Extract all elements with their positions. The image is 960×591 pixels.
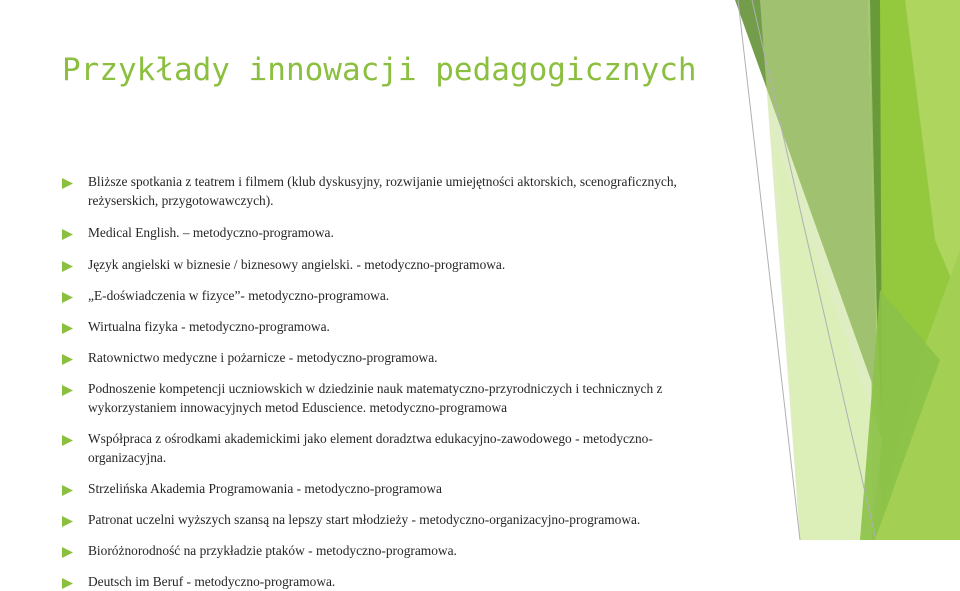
triangle-right-icon bbox=[62, 435, 73, 446]
bullet-list bbox=[62, 172, 722, 591]
triangle-right-icon bbox=[62, 354, 73, 365]
list-item bbox=[62, 348, 722, 367]
list-item-text: Bioróżnorodność na przykładzie ptaków - metodyczno-programowa. bbox=[88, 543, 457, 558]
triangle-right-icon bbox=[62, 485, 73, 496]
triangle-right-icon bbox=[62, 578, 73, 589]
triangle-right-icon bbox=[62, 516, 73, 527]
list-item-text: Ratownictwo medyczne i pożarnicze - metodyczno-programowa. bbox=[88, 350, 438, 365]
list-item-text: Podnoszenie kompetencji uczniowskich w dziedzinie nauk matematyczno-przyrodniczych i technicznych z wykorzystaniem innowacyjnych metod Eduscience. metodyczno-programowa bbox=[88, 381, 663, 415]
list-item bbox=[62, 541, 722, 560]
list-item bbox=[62, 479, 722, 498]
list-item bbox=[62, 510, 722, 529]
slide-title: Przykłady innowacji pedagogicznych bbox=[62, 52, 697, 88]
list-item bbox=[62, 223, 722, 242]
list-item bbox=[62, 172, 722, 210]
list-item-text: „E-doświadczenia w fizyce”- metodyczno-programowa. bbox=[88, 288, 390, 303]
list-item-text: Współpraca z ośrodkami akademickimi jako element doradztwa edukacyjno-zawodowego - metodyczno-organizacyjna. bbox=[88, 431, 653, 465]
list-item-text: Wirtualna fizyka - metodyczno-programowa. bbox=[88, 319, 330, 334]
list-item-text: Strzelińska Akademia Programowania - metodyczno-programowa bbox=[88, 481, 442, 496]
list-item-text: Bliższe spotkania z teatrem i filmem (klub dyskusyjny, rozwijanie umiejętności aktorskich, scenograficznych, reżyserskich, przygotowawczych). bbox=[88, 174, 677, 208]
triangle-right-icon bbox=[62, 292, 73, 303]
list-item-text: Język angielski w biznesie / biznesowy angielski. - metodyczno-programowa. bbox=[88, 257, 506, 272]
triangle-right-icon bbox=[62, 547, 73, 558]
triangle-right-icon bbox=[62, 323, 73, 334]
list-item-text: Deutsch im Beruf - metodyczno-programowa. bbox=[88, 574, 336, 589]
triangle-right-icon bbox=[62, 385, 73, 396]
list-item bbox=[62, 379, 722, 417]
list-item bbox=[62, 317, 722, 336]
list-item-text: Medical English. – metodyczno-programowa. bbox=[88, 225, 334, 240]
triangle-right-icon bbox=[62, 261, 73, 272]
list-item bbox=[62, 572, 722, 591]
triangle-right-icon bbox=[62, 178, 73, 189]
list-item bbox=[62, 255, 722, 274]
triangle-right-icon bbox=[62, 229, 73, 240]
list-item-text: Patronat uczelni wyższych szansą na lepszy start młodzieży - metodyczno-organizacyjno-programowa. bbox=[88, 512, 641, 527]
list-item bbox=[62, 429, 722, 467]
list-item bbox=[62, 286, 722, 305]
